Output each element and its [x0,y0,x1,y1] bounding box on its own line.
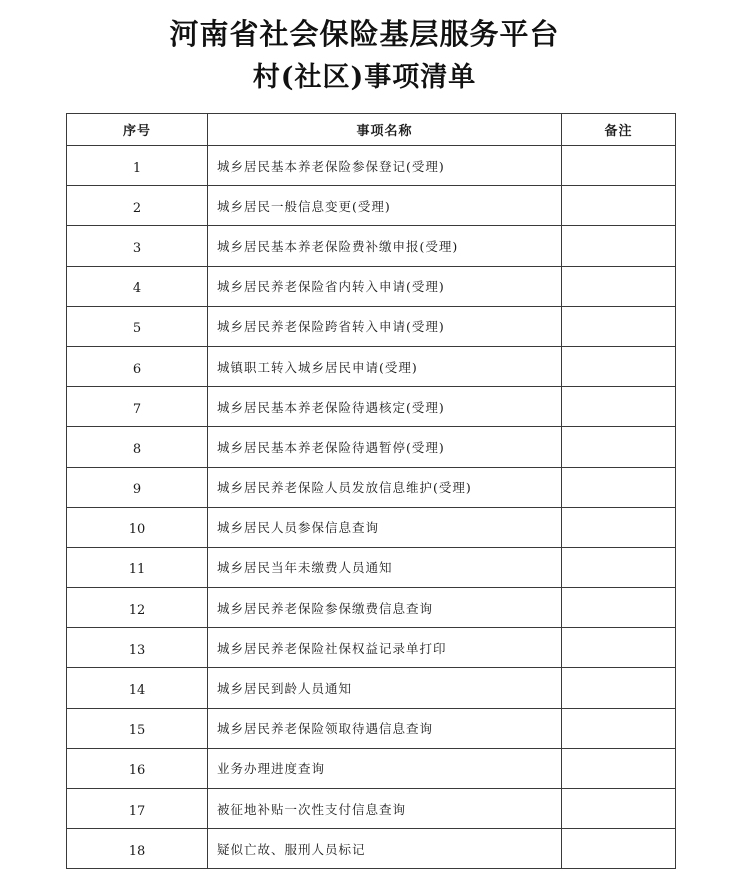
row-item-name: 城乡居民养老保险领取待遇信息查询 [208,708,562,748]
table-row [67,186,676,226]
row-index: 8 [67,427,208,467]
document-subtitle: 村(社区)事项清单 [252,62,477,93]
row-index: 4 [67,266,208,306]
row-index: 6 [67,346,208,386]
row-index: 10 [67,507,208,547]
row-note [562,668,676,708]
row-item-name: 城乡居民到龄人员通知 [208,668,562,708]
row-note [562,507,676,547]
row-note [562,588,676,628]
table-row [67,266,676,306]
row-item-name: 疑似亡故、服刑人员标记 [208,829,562,869]
row-note [562,547,676,587]
header-index: 序号 [67,114,208,146]
header-note: 备注 [562,114,676,146]
row-index: 3 [67,226,208,266]
row-note [562,186,676,226]
row-note [562,467,676,507]
row-index: 17 [67,789,208,829]
row-note [562,748,676,788]
row-note [562,829,676,869]
row-item-name: 城乡居民养老保险人员发放信息维护(受理) [208,467,562,507]
row-index: 11 [67,547,208,587]
row-index: 12 [67,588,208,628]
table-row [67,306,676,346]
table-row [67,547,676,587]
row-index: 18 [67,829,208,869]
row-item-name: 城乡居民当年未缴费人员通知 [208,547,562,587]
row-note [562,628,676,668]
table-row [67,387,676,427]
header-name: 事项名称 [208,114,562,146]
row-note [562,708,676,748]
row-item-name: 城乡居民基本养老保险费补缴申报(受理) [208,226,562,266]
row-item-name: 业务办理进度查询 [208,748,562,788]
row-index: 13 [67,628,208,668]
table-row [67,346,676,386]
row-item-name: 城乡居民养老保险跨省转入申请(受理) [208,306,562,346]
row-item-name: 城乡居民养老保险参保缴费信息查询 [208,588,562,628]
row-note [562,789,676,829]
items-table [66,113,676,869]
table-row [67,226,676,266]
row-item-name: 城乡居民基本养老保险待遇暂停(受理) [208,427,562,467]
row-item-name: 城乡居民养老保险省内转入申请(受理) [208,266,562,306]
row-item-name: 城乡居民基本养老保险待遇核定(受理) [208,387,562,427]
row-item-name: 城镇职工转入城乡居民申请(受理) [208,346,562,386]
row-index: 15 [67,708,208,748]
row-note [562,266,676,306]
row-note [562,146,676,186]
table-row [67,467,676,507]
row-item-name: 城乡居民基本养老保险参保登记(受理) [208,146,562,186]
table-row [67,789,676,829]
row-index: 2 [67,186,208,226]
row-item-name: 被征地补贴一次性支付信息查询 [208,789,562,829]
table-row [67,708,676,748]
table-row [67,748,676,788]
table-row [67,146,676,186]
table-row [67,829,676,869]
row-index: 5 [67,306,208,346]
row-index: 7 [67,387,208,427]
row-index: 9 [67,467,208,507]
row-item-name: 城乡居民养老保险社保权益记录单打印 [208,628,562,668]
row-item-name: 城乡居民人员参保信息查询 [208,507,562,547]
row-note [562,346,676,386]
row-index: 1 [67,146,208,186]
row-item-name: 城乡居民一般信息变更(受理) [208,186,562,226]
table-row [67,427,676,467]
table-row [67,668,676,708]
table-header-row [67,114,676,146]
table-row [67,628,676,668]
document-title: 河南省社会保险基层服务平台 [169,17,560,51]
table-row [67,507,676,547]
table-body [67,146,676,869]
row-index: 14 [67,668,208,708]
row-note [562,306,676,346]
row-note [562,387,676,427]
row-note [562,427,676,467]
row-index: 16 [67,748,208,788]
table-row [67,588,676,628]
row-note [562,226,676,266]
